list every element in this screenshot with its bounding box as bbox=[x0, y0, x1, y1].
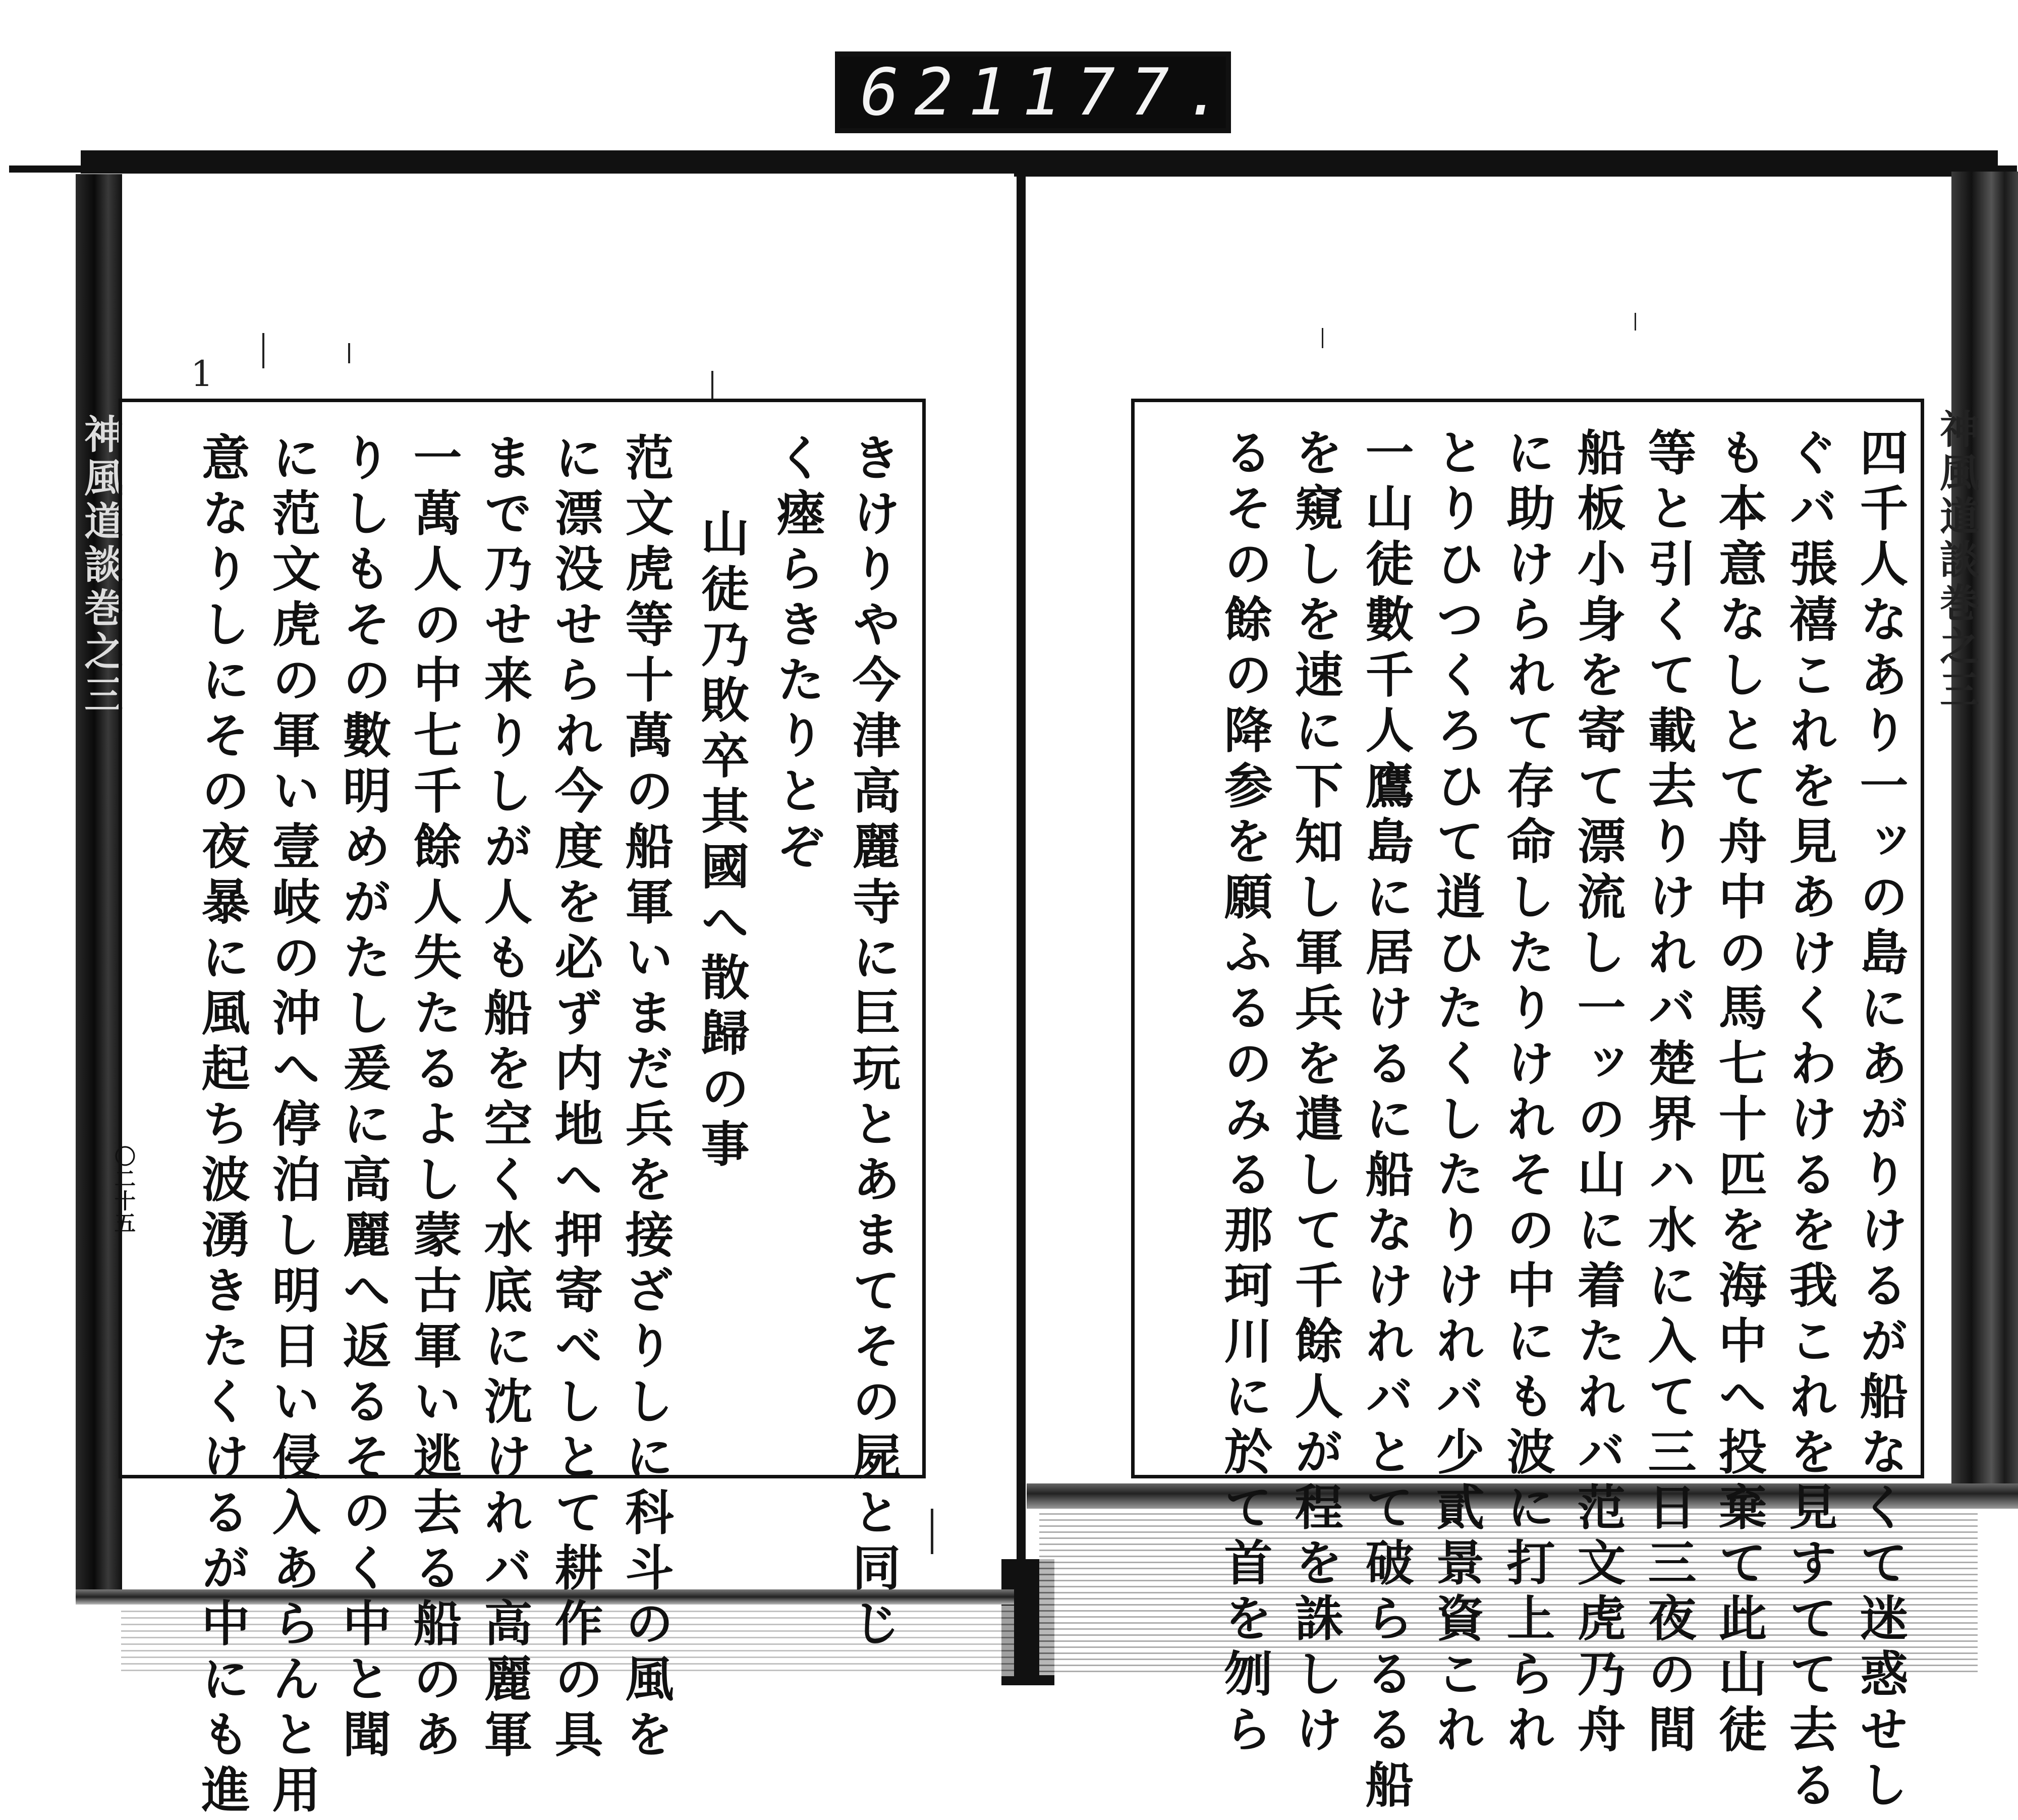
left-text-frame bbox=[119, 399, 926, 1820]
section-heading: 山徒乃敗卒其國へ散歸の事 bbox=[693, 508, 750, 1174]
paper-scratch bbox=[262, 333, 264, 368]
right-column-7: とりひつくろひて逍ひたくしたりけれバ少貳景資これ bbox=[1428, 427, 1485, 1759]
right-page-top-edge bbox=[1014, 150, 1998, 177]
right-page-edge bbox=[1951, 172, 2018, 1494]
right-column-8: 一山徒數千人鷹島に居けるに船なけれバとて破らるる船 bbox=[1358, 427, 1415, 1815]
paper-scratch bbox=[348, 343, 350, 363]
left-page-top-edge bbox=[81, 150, 1014, 174]
center-gutter bbox=[1017, 167, 1026, 1675]
right-text-frame bbox=[1131, 399, 1924, 1815]
catalog-label bbox=[835, 51, 1239, 133]
left-column-2: く瘞らきたりとぞ bbox=[769, 432, 826, 876]
right-running-title: 神風道談巻之三 bbox=[1933, 409, 1979, 712]
left-column-4: 范文虎等十萬の船軍いまだ兵を接ざりしに科斗の風を bbox=[618, 432, 675, 1764]
right-column-1: 四千人なあり一ッの島にあがりけるが船なくて迷惑せし bbox=[1852, 427, 1909, 1815]
left-column-1: きけりや今津高麗寺に巨玩とあまてその屍と同じ bbox=[845, 432, 902, 1653]
left-page-spine bbox=[76, 174, 122, 1597]
paper-scratch bbox=[711, 371, 713, 401]
right-column-9: を窺しを速に下知し軍兵を遣して千餘人が程を誅しけ bbox=[1287, 427, 1344, 1759]
left-column-8: りしもその數明めがたし爰に高麗へ返るそのく中と聞 bbox=[335, 432, 392, 1764]
right-column-4: 等と引くて載去りけれバ楚界ハ水に入て三日三夜の間 bbox=[1640, 427, 1697, 1759]
left-column-10: 意なりしにその夜暴に風起ち波湧きたくけるが中にも進 bbox=[194, 432, 251, 1820]
left-running-title: 神風道談巻之三 bbox=[78, 414, 124, 718]
right-column-3: も本意なしとて舟中の馬七十匹を海中へ投棄て此山徒 bbox=[1711, 427, 1768, 1759]
right-column-5: 船板小身を寄て漂流し一ッの山に着たれバ范文虎乃舟 bbox=[1569, 427, 1627, 1759]
catalog-number-left: 621 bbox=[860, 54, 1023, 130]
right-column-10: るその餘の降参を願ふるのみる那珂川に於て首を刎ら bbox=[1216, 427, 1273, 1759]
left-column-7: 一萬人の中七千餘人失たるよし蒙古軍い逃去る船のあ bbox=[406, 432, 463, 1764]
paper-scratch bbox=[931, 1509, 933, 1554]
pencil-mark: 1 bbox=[191, 353, 213, 395]
left-column-5: に漂没せられ今度を必ず内地へ押寄べしとて耕作の具 bbox=[547, 432, 604, 1764]
paper-scratch bbox=[1322, 328, 1323, 348]
paper-scratch bbox=[1635, 313, 1636, 330]
catalog-number-right: 177. bbox=[1022, 54, 1239, 130]
left-column-6: まで乃せ来りしが人も船を空く水底に沈けれバ高麗軍 bbox=[476, 432, 533, 1764]
right-column-2: ぐバ張禧これを見あけくわけるを我これを見すてて去る bbox=[1781, 427, 1838, 1815]
left-folio: 〇二十五 bbox=[111, 1145, 136, 1234]
left-column-9: に范文虎の軍い壹岐の沖へ停泊し明日い侵入あらんと用 bbox=[264, 432, 321, 1820]
right-column-6: に助けられて存命したりけれその中にも波に打上られ bbox=[1499, 427, 1556, 1759]
